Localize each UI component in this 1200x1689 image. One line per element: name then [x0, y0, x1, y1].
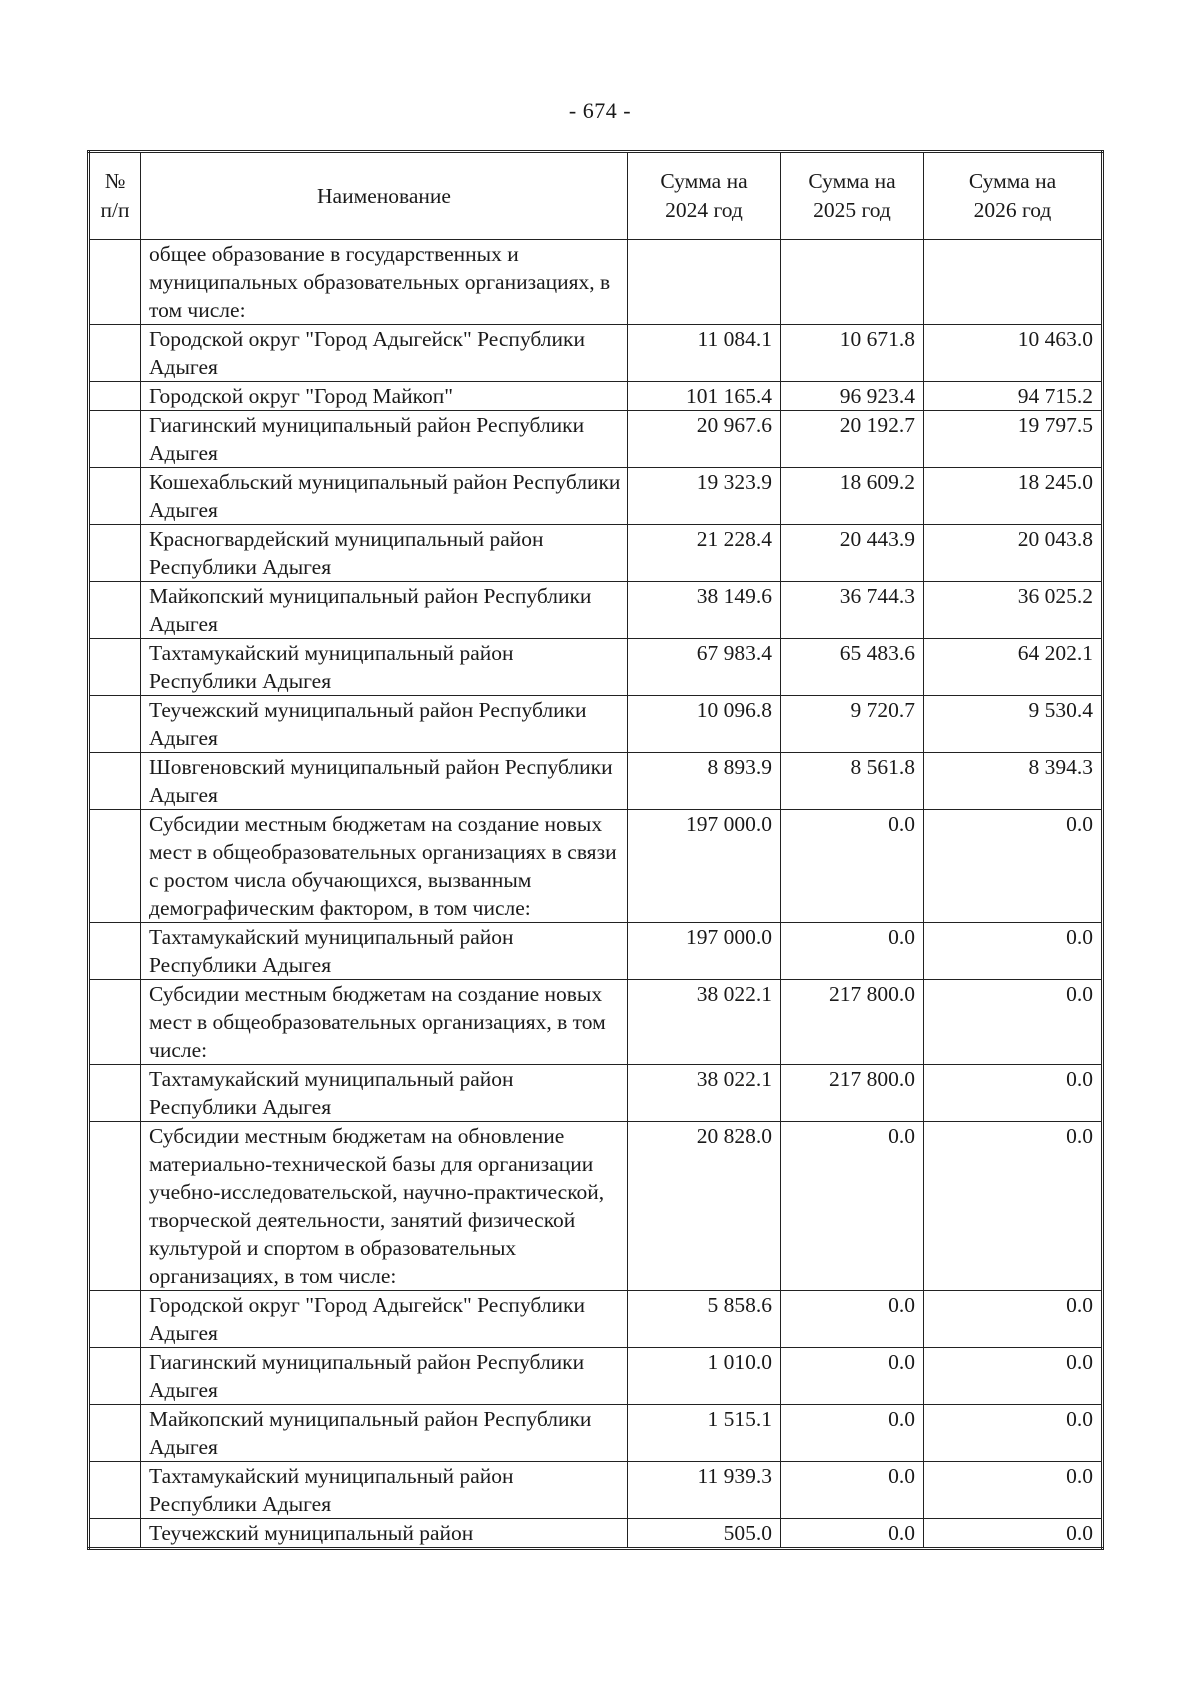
amount-2024: 20 828.0: [628, 1122, 781, 1291]
table-row: [89, 325, 1103, 382]
amount-2025: 217 800.0: [781, 980, 924, 1065]
table-row: [89, 1519, 1103, 1549]
table-row: [89, 382, 1103, 411]
amount-2025: 20 192.7: [781, 411, 924, 468]
row-number: [89, 382, 141, 411]
amount-2026: 9 530.4: [924, 696, 1103, 753]
amount-2024: [628, 240, 781, 325]
row-number: [89, 639, 141, 696]
row-name: Кошехабльский муниципальный район Республики Адыгея: [141, 468, 628, 525]
amount-2025: 96 923.4: [781, 382, 924, 411]
row-name: общее образование в государственных и муниципальных образовательных организациях, в том числе:: [141, 240, 628, 325]
amount-2024: 505.0: [628, 1519, 781, 1549]
amount-2025: 8 561.8: [781, 753, 924, 810]
table-row: [89, 525, 1103, 582]
header-name: Наименование: [141, 152, 628, 240]
row-name: Городской округ "Город Адыгейск" Республики Адыгея: [141, 325, 628, 382]
row-number: [89, 325, 141, 382]
amount-2024: 101 165.4: [628, 382, 781, 411]
header-number-abbr: п/п: [100, 198, 130, 222]
amount-2026: 0.0: [924, 1348, 1103, 1405]
row-name: Тахтамукайский муниципальный район Республики Адыгея: [141, 639, 628, 696]
amount-2026: 0.0: [924, 810, 1103, 923]
amount-2025: 36 744.3: [781, 582, 924, 639]
amount-2024: 5 858.6: [628, 1291, 781, 1348]
amount-2024: 10 096.8: [628, 696, 781, 753]
row-name: Городской округ "Город Адыгейск" Республики Адыгея: [141, 1291, 628, 1348]
amount-2025: 0.0: [781, 1462, 924, 1519]
amount-2026: 64 202.1: [924, 639, 1103, 696]
row-number: [89, 1065, 141, 1122]
row-name: Шовгеновский муниципальный район Республики Адыгея: [141, 753, 628, 810]
header-number-symbol: №: [104, 169, 126, 193]
amount-2025: 20 443.9: [781, 525, 924, 582]
amount-2026: [924, 240, 1103, 325]
table-header: [89, 152, 1103, 240]
amount-2025: 0.0: [781, 810, 924, 923]
header-2026-line2: 2026 год: [973, 198, 1052, 222]
amount-2026: 94 715.2: [924, 382, 1103, 411]
header-row: [89, 152, 1103, 240]
amount-2024: 1 515.1: [628, 1405, 781, 1462]
row-name: Гиагинский муниципальный район Республики Адыгея: [141, 411, 628, 468]
row-name: Городской округ "Город Майкоп": [141, 382, 628, 411]
header-2025-line1: Сумма на: [808, 169, 896, 193]
row-name: Субсидии местным бюджетам на создание новых мест в общеобразовательных организациях в связи с ростом числа обучающихся, вызванным демографическим фактором, в том числе:: [141, 810, 628, 923]
row-name: Красногвардейский муниципальный район Республики Адыгея: [141, 525, 628, 582]
row-number: [89, 1291, 141, 1348]
row-name: Майкопский муниципальный район Республики Адыгея: [141, 582, 628, 639]
amount-2024: 38 022.1: [628, 980, 781, 1065]
row-name: Гиагинский муниципальный район Республики Адыгея: [141, 1348, 628, 1405]
amount-2025: 0.0: [781, 1519, 924, 1549]
table-row: [89, 639, 1103, 696]
header-2024-line1: Сумма на: [660, 169, 748, 193]
amount-2026: 0.0: [924, 1405, 1103, 1462]
header-2024: [628, 152, 781, 240]
amount-2025: 217 800.0: [781, 1065, 924, 1122]
row-number: [89, 1348, 141, 1405]
amount-2024: 38 149.6: [628, 582, 781, 639]
amount-2026: 18 245.0: [924, 468, 1103, 525]
table-row: [89, 411, 1103, 468]
amount-2024: 11 084.1: [628, 325, 781, 382]
row-number: [89, 980, 141, 1065]
row-number: [89, 923, 141, 980]
header-2025: [781, 152, 924, 240]
budget-table: [87, 150, 1104, 1550]
page-number: - 674 -: [568, 98, 632, 123]
row-number: [89, 696, 141, 753]
amount-2025: 9 720.7: [781, 696, 924, 753]
amount-2025: [781, 240, 924, 325]
amount-2024: 11 939.3: [628, 1462, 781, 1519]
amount-2024: 20 967.6: [628, 411, 781, 468]
amount-2025: 0.0: [781, 1348, 924, 1405]
amount-2026: 0.0: [924, 980, 1103, 1065]
table-row: [89, 1348, 1103, 1405]
table-row: [89, 753, 1103, 810]
row-number: [89, 468, 141, 525]
table-row: [89, 468, 1103, 525]
amount-2026: 0.0: [924, 1122, 1103, 1291]
amount-2024: 197 000.0: [628, 923, 781, 980]
amount-2026: 0.0: [924, 1291, 1103, 1348]
table-row: [89, 810, 1103, 923]
table-row: [89, 696, 1103, 753]
row-name: Теучежский муниципальный район Республики Адыгея: [141, 696, 628, 753]
header-2026-line1: Сумма на: [968, 169, 1057, 193]
table-row: [89, 1462, 1103, 1519]
amount-2025: 0.0: [781, 1291, 924, 1348]
table-row: [89, 980, 1103, 1065]
amount-2025: 0.0: [781, 1122, 924, 1291]
table-row: [89, 582, 1103, 639]
row-number: [89, 1519, 141, 1549]
table-row: [89, 240, 1103, 325]
amount-2024: 19 323.9: [628, 468, 781, 525]
amount-2026: 8 394.3: [924, 753, 1103, 810]
row-number: [89, 1405, 141, 1462]
amount-2024: 8 893.9: [628, 753, 781, 810]
row-name: Тахтамукайский муниципальный район Республики Адыгея: [141, 923, 628, 980]
table-row: [89, 1122, 1103, 1291]
row-number: [89, 810, 141, 923]
header-2025-line2: 2025 год: [813, 198, 891, 222]
header-number: [89, 152, 141, 240]
row-number: [89, 1122, 141, 1291]
amount-2026: 0.0: [924, 1065, 1103, 1122]
header-2024-line2: 2024 год: [665, 198, 743, 222]
row-number: [89, 753, 141, 810]
row-number: [89, 411, 141, 468]
amount-2026: 20 043.8: [924, 525, 1103, 582]
amount-2025: 0.0: [781, 923, 924, 980]
row-number: [89, 525, 141, 582]
row-name: Субсидии местным бюджетам на создание новых мест в общеобразовательных организациях, в том числе:: [141, 980, 628, 1065]
amount-2024: 1 010.0: [628, 1348, 781, 1405]
row-number: [89, 240, 141, 325]
amount-2026: 10 463.0: [924, 325, 1103, 382]
row-name: Тахтамукайский муниципальный район Республики Адыгея: [141, 1065, 628, 1122]
row-name: Майкопский муниципальный район Республики Адыгея: [141, 1405, 628, 1462]
amount-2024: 21 228.4: [628, 525, 781, 582]
table-row: [89, 1291, 1103, 1348]
table-row: [89, 1405, 1103, 1462]
amount-2024: 38 022.1: [628, 1065, 781, 1122]
amount-2025: 65 483.6: [781, 639, 924, 696]
amount-2026: 0.0: [924, 923, 1103, 980]
amount-2026: 0.0: [924, 1519, 1103, 1549]
amount-2026: 36 025.2: [924, 582, 1103, 639]
header-2026: [924, 152, 1103, 240]
amount-2024: 67 983.4: [628, 639, 781, 696]
amount-2026: 19 797.5: [924, 411, 1103, 468]
amount-2025: 18 609.2: [781, 468, 924, 525]
table-row: [89, 923, 1103, 980]
amount-2025: 10 671.8: [781, 325, 924, 382]
row-number: [89, 582, 141, 639]
row-name: Субсидии местным бюджетам на обновление материально-технической базы для организации учебно-исследовательской, научно-практической, творческой деятельности, занятий физической культурой и спортом в образовательных организациях, в том числе:: [141, 1122, 628, 1291]
table-body: [89, 240, 1103, 1549]
amount-2025: 0.0: [781, 1405, 924, 1462]
row-number: [89, 1462, 141, 1519]
row-name: Теучежский муниципальный район: [141, 1519, 628, 1549]
amount-2026: 0.0: [924, 1462, 1103, 1519]
row-name: Тахтамукайский муниципальный район Республики Адыгея: [141, 1462, 628, 1519]
table-row: [89, 1065, 1103, 1122]
amount-2024: 197 000.0: [628, 810, 781, 923]
